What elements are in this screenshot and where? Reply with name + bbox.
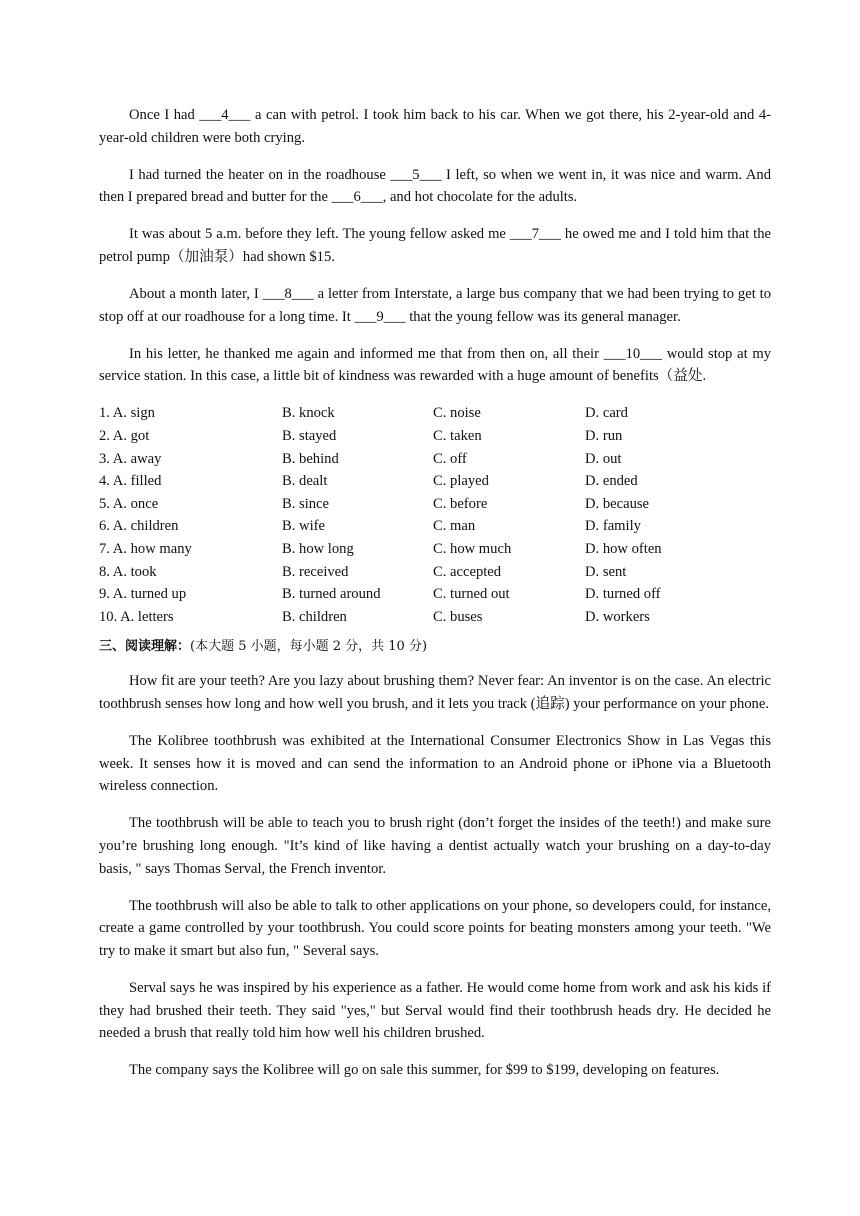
option-c: C. turned out [433, 586, 510, 603]
option-a: 7. A. how many [99, 541, 192, 557]
option-c: C. played [433, 473, 489, 490]
option-a: 2. A. got [99, 428, 150, 445]
paragraph: The company says the Kolibree will go on sale this summer, for $99 to $199, developing on features. [129, 1062, 720, 1079]
option-b: B. how long [282, 541, 354, 557]
option-c: C. accepted [433, 563, 502, 580]
option-c: C. noise [433, 405, 481, 422]
option-b: B. dealt [282, 473, 328, 490]
option-d: D. workers [585, 608, 650, 625]
option-b: B. knock [282, 405, 335, 422]
document-page [99, 104, 771, 1096]
paragraph: I had turned the heater on in the roadhouse ___5___ I left, so when we went in, it was nice and warm. And then I prepared bread and butter for the ___6___, and hot chocolate for the adults. [99, 166, 771, 206]
options-row [99, 448, 771, 471]
option-d: D. sent [585, 563, 627, 580]
option-b: B. children [282, 608, 347, 625]
option-d: D. how often [585, 541, 662, 557]
paragraph: Once I had ___4___ a can with petrol. I took him back to his car. When we got there, his 2-year-old and 4-year-old children were both crying. [99, 107, 771, 146]
options-row [99, 583, 771, 606]
options-row [99, 606, 771, 629]
options-row [99, 425, 771, 448]
option-c: C. taken [433, 428, 482, 445]
section-note: (本大题 5 小题，每小题 2 分，共 10 分) [190, 639, 428, 655]
option-d: D. run [585, 428, 623, 445]
option-b: B. since [282, 495, 330, 512]
option-c: C. off [433, 450, 467, 467]
options-row [99, 402, 771, 425]
option-b: B. behind [282, 450, 339, 467]
option-b: B. stayed [282, 428, 337, 445]
option-b: B. turned around [282, 586, 381, 603]
option-a: 5. A. once [99, 495, 159, 512]
option-a: 6. A. children [99, 518, 179, 535]
option-a: 9. A. turned up [99, 586, 187, 603]
options-row [99, 493, 771, 516]
options-row [99, 515, 771, 538]
option-b: B. received [282, 563, 349, 580]
option-c: C. man [433, 518, 476, 535]
option-c: C. buses [433, 608, 483, 625]
paragraph: In his letter, he thanked me again and informed me that from then on, all their ___10___ would stop at my service station. In this case, a little bit of kindness was rewarded with a huge amount of benefits（益处. [99, 345, 771, 385]
option-a: 4. A. filled [99, 473, 162, 490]
paragraph: About a month later, I ___8___ a letter from Interstate, a large bus company that we had been trying to get to stop off at our roadhouse for a long time. It ___9___ that the young fellow was its general manager. [99, 286, 771, 325]
options-row [99, 538, 771, 561]
paragraph: The toothbrush will also be able to talk to other applications on your phone, so developers could, for instance, create a game controlled by your toothbrush. You could score points for beating monsters among your teeth. "We try to make it smart but also fun, " Several says. [99, 897, 771, 959]
paragraph: The Kolibree toothbrush was exhibited at the International Consumer Electronics Show in Las Vegas this week. It senses how it is moved and can send the information to an Android phone or iPhone via a Bluetooth wireless connection. [99, 733, 771, 795]
option-c: C. before [433, 495, 488, 512]
paragraph: It was about 5 a.m. before they left. The young fellow asked me ___7___ he owed me and I told him that the petrol pump（加油泵）had shown $15. [99, 226, 771, 265]
option-b: B. wife [282, 518, 325, 535]
paragraph: The toothbrush will be able to teach you to brush right (don’t forget the insides of the teeth!) and make sure you’re brushing long enough. "It’s kind of like having a dentist actually watch your brushing on a day-to-day basis, " says Thomas Serval, the French inventor. [99, 815, 771, 877]
options-row [99, 470, 771, 493]
option-d: D. out [585, 450, 622, 467]
option-d: D. ended [585, 473, 638, 490]
option-d: D. because [585, 495, 650, 512]
options-table [99, 402, 771, 628]
option-d: D. card [585, 405, 628, 422]
paragraph: Serval says he was inspired by his experience as a father. He would come home from work and ask his kids if they had brushed their teeth. They said "yes," but Serval would find their toothbrush heads dry. He decided he needed a brush that really told him how well his children brushed. [99, 979, 771, 1042]
option-a: 3. A. away [99, 450, 162, 467]
option-d: D. turned off [585, 586, 661, 603]
option-a: 8. A. took [99, 563, 157, 580]
section-title: 三、阅读理解： [99, 639, 191, 655]
option-d: D. family [585, 518, 641, 535]
option-a: 10. A. letters [99, 608, 174, 625]
option-c: C. how much [433, 541, 512, 557]
paragraph: How fit are your teeth? Are you lazy about brushing them? Never fear: An inventor is on the case. An electric toothbrush senses how long and how well you brush, and it lets you track (追踪) your performance on your phone. [99, 673, 771, 712]
section-heading [99, 636, 771, 658]
options-row [99, 561, 771, 584]
option-a: 1. A. sign [99, 405, 155, 422]
